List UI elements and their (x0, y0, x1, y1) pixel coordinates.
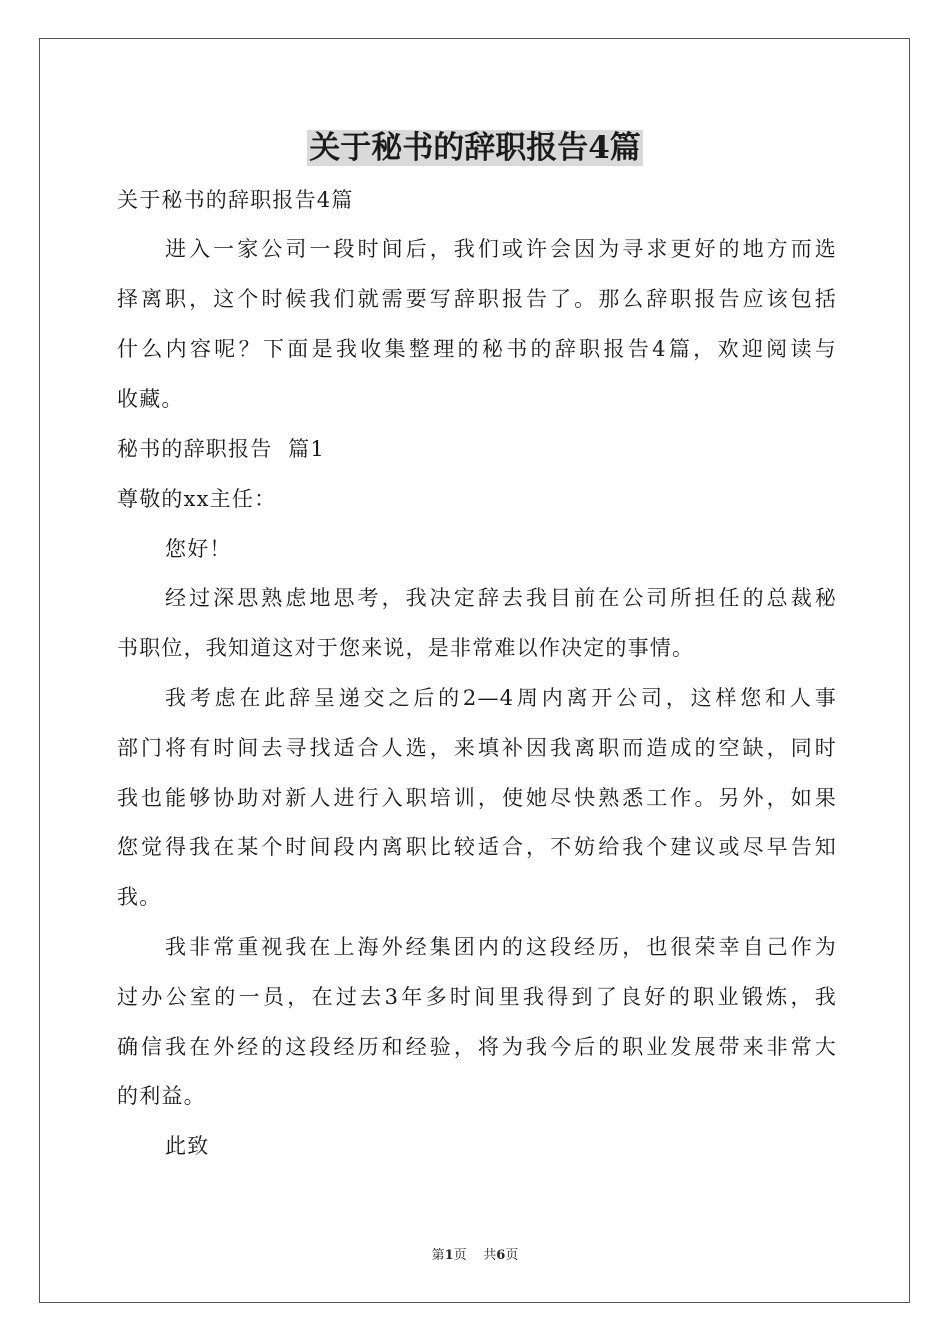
document-title (0, 124, 950, 172)
footer-page-number: 1 (444, 1248, 454, 1263)
paragraph1-line-1: 经过深思熟虑地思考，我决定辞去我目前在公司所担任的总裁秘 (165, 586, 837, 610)
paragraph2-line-5: 我。 (117, 885, 162, 909)
paragraph2-line-2: 部门将有时间去寻找适合人选，来填补因我离职而造成的空缺，同时 (117, 736, 837, 760)
intro-line-3: 什么内容呢？下面是我收集整理的秘书的辞职报告4篇，欢迎阅读与 (117, 337, 837, 361)
document-title-text: 关于秘书的辞职报告4篇 (309, 130, 641, 166)
paragraph1-line-2: 书职位，我知道这对于您来说，是非常难以作决定的事情。 (117, 636, 695, 660)
document-subtitle: 关于秘书的辞职报告4篇 (117, 188, 354, 212)
section-heading: 秘书的辞职报告 篇1 (117, 437, 325, 461)
paragraph3-line-4: 的利益。 (117, 1084, 206, 1108)
paragraph2-line-1: 我考虑在此辞呈递交之后的2—4周内离开公司，这样您和人事 (165, 686, 837, 710)
salutation: 尊敬的xx主任： (117, 487, 277, 511)
paragraph3-line-3: 确信我在外经的这段经历和经验，将为我今后的职业发展带来非常大 (117, 1035, 837, 1059)
closing: 此致 (165, 1134, 210, 1158)
intro-line-4: 收藏。 (117, 387, 184, 411)
paragraph3-line-2: 过办公室的一员，在过去3年多时间里我得到了良好的职业锻炼，我 (117, 985, 837, 1009)
intro-line-2: 择离职，这个时候我们就需要写辞职报告了。那么辞职报告应该包括 (117, 287, 837, 311)
paragraph2-line-3: 我也能够协助对新人进行入职培训，使她尽快熟悉工作。另外，如果 (117, 786, 837, 810)
footer-total-suffix: 页 (505, 1248, 519, 1263)
footer-total-prefix: 共 (483, 1248, 497, 1263)
intro-line-1: 进入一家公司一段时间后，我们或许会因为寻求更好的地方而选 (165, 237, 837, 261)
greeting: 您好！ (165, 537, 232, 561)
footer-page-suffix: 页 (453, 1248, 467, 1263)
page-footer (0, 1246, 950, 1266)
footer-total-pages: 6 (496, 1248, 506, 1263)
paragraph3-line-1: 我非常重视我在上海外经集团内的这段经历，也很荣幸自己作为 (165, 935, 837, 959)
page-border (39, 38, 910, 1303)
footer-page-prefix: 第 (431, 1248, 445, 1263)
paragraph2-line-4: 您觉得我在某个时间段内离职比较适合，不妨给我个建议或尽早告知 (117, 835, 837, 859)
